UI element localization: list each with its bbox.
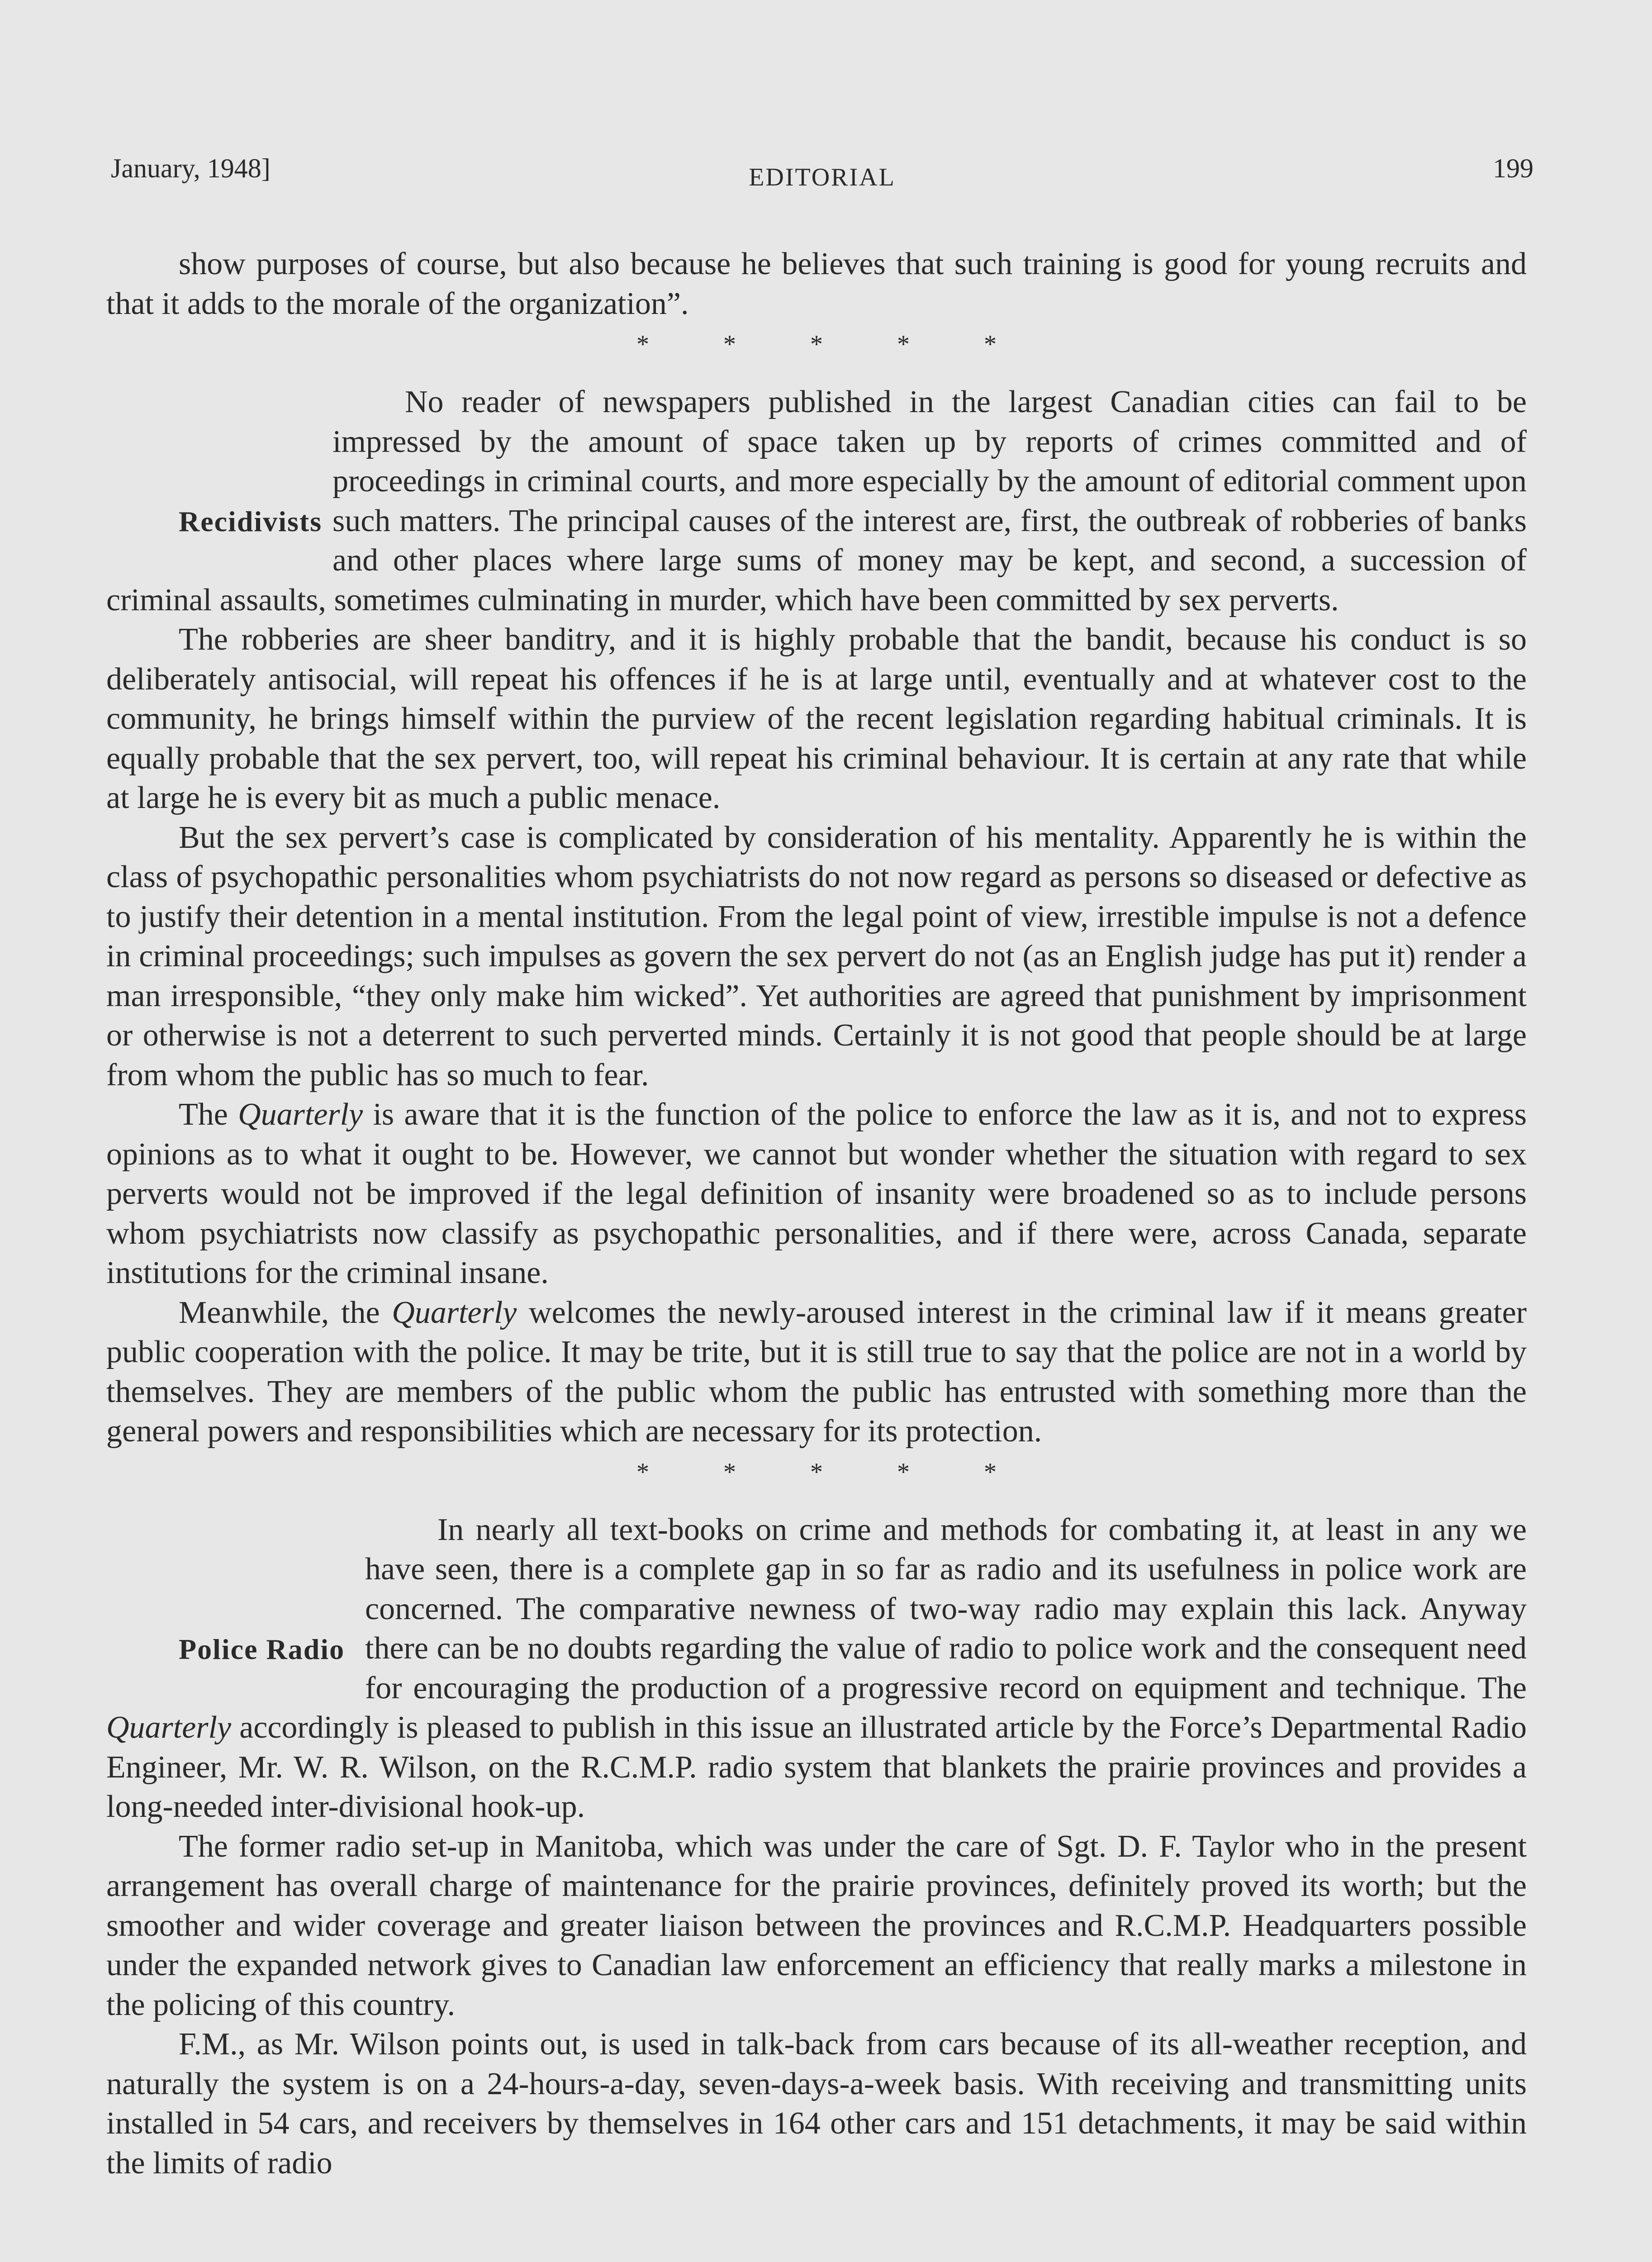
header-date: January, 1948] bbox=[111, 153, 271, 183]
running-header bbox=[111, 146, 1533, 191]
separator-star: * bbox=[723, 1458, 736, 1486]
separator-star: * bbox=[636, 330, 649, 358]
section-separator bbox=[106, 1459, 1527, 1485]
separator-star: * bbox=[984, 1458, 997, 1486]
police-radio-paragraph-2: The former radio set-up in Manitoba, which was under the care of Sgt. D. F. Taylor who in the present arrangement has overall charge of maintenance for the prairie provinces, definitely proved its worth; but the smoother and wider coverage and greater liaison between the provinces and R.C.M.P. Headquarters possible under the expanded network gives to Canadian law enforcement an efficiency that really marks a milestone in the policing of this country. bbox=[106, 1829, 1527, 2022]
page-number: 199 bbox=[1493, 153, 1533, 183]
recidivists-paragraph-5: Meanwhile, the Quarterly welcomes the newly-aroused interest in the criminal law if it means greater public cooperation with the police. It may be trite, but it is still true to say that the police are not in a world by themselves. They are members of the public whom the public has entrusted with something more than the general powers and responsibilities which are necessary for its protection. bbox=[106, 1295, 1527, 1449]
recidivists-paragraph-2: The robberies are sheer banditry, and it is highly probable that the bandit, because his conduct is so deliberately antisocial, will repeat his offences if he is at large until, eventually and at whatever cost to the community, he brings himself within the purview of the recent legislation regarding habitual criminals. It is equally probable that the sex pervert, too, will repeat his criminal behaviour. It is certain at any rate that while at large he is every bit as much a public menace. bbox=[106, 622, 1527, 815]
intro-paragraph: show purposes of course, but also because he believes that such training is good for young recruits and that it adds to the morale of the organization”. bbox=[106, 247, 1527, 321]
quarterly-title: Quarterly bbox=[392, 1295, 517, 1330]
recidivists-lead-paragraph: Recidivists No reader of newspapers published in the largest Canadian cities can fail to be impressed by the amount of space taken up by reports of crimes committed and of proceedings in criminal courts, and more especially by the amount of editorial comment upon such matters. The principal causes of the interest are, first, the outbreak of robberies of banks and other places where large sums of money may be kept, and second, a succession of criminal assaults, sometimes culminating in murder, which have been committed by sex perverts. bbox=[106, 385, 1527, 618]
side-heading-box bbox=[106, 461, 332, 580]
side-heading-recidivists: Recidivists bbox=[179, 505, 323, 537]
separator-star: * bbox=[636, 1458, 649, 1486]
separator-star: * bbox=[810, 1458, 823, 1486]
recidivists-paragraph-4: The Quarterly is aware that it is the function of the police to enforce the law as it is, and not to express opinions as to what it ought to be. However, we cannot but wonder whether the situation with regard to sex perverts would not be improved if the legal definition of insanity were broadened so as to include persons whom psychiatrists now classify as psychopathic personalities, and if there were, across Canada, separate institutions for the criminal insane. bbox=[106, 1097, 1527, 1290]
recidivists-paragraph-3: But the sex pervert’s case is complicated by consideration of his mentality. Apparently he is within the class of psychopathic personalities whom psychiatrists do not now regard as persons so diseased or defective as to justify their detention in a mental institution. From the legal point of view, irrestible impulse is not a defence in criminal proceedings; such impulses as govern the sex pervert do not (as an English judge has put it) render a man irresponsible, “they only make him wicked”. Yet authorities are agreed that punishment by imprisonment or otherwise is not a deterrent to such perverted minds. Certainly it is not good that people should be at large from whom the public has so much to fear. bbox=[106, 820, 1527, 1093]
police-radio-lead-paragraph: Police Radio In nearly all text-books on crime and methods for combating it, at least in any we have seen, there is a complete gap in so far as radio and its usefulness in police work are concerned. The comparative newness of two-way radio may explain this lack. Anyway there can be no doubts regarding the value of radio to police work and the consequent need for encouraging the production of a progressive record on equipment and technique. The Quarterly accordingly is pleased to publish in this issue an illustrated article by the Force’s Departmental Radio Engineer, Mr. W. R. Wilson, on the R.C.M.P. radio system that blankets the prairie provinces and provides a long-needed inter-divisional hook-up. bbox=[106, 1512, 1527, 1824]
separator-star: * bbox=[897, 330, 910, 358]
quarterly-title: Quarterly bbox=[106, 1710, 232, 1745]
side-heading-box bbox=[106, 1589, 365, 1708]
article-body bbox=[106, 244, 1527, 2183]
separator-star: * bbox=[723, 330, 736, 358]
separator-star: * bbox=[984, 330, 997, 358]
police-radio-paragraph-3: F.M., as Mr. Wilson points out, is used in talk-back from cars because of its all-weather reception, and naturally the system is on a 24-hours-a-day, seven-days-a-week basis. With receiving and transmitting units installed in 54 cars, and receivers by themselves in 164 other cars and 151 detachments, it may be said within the limits of radio bbox=[106, 2027, 1527, 2181]
quarterly-title: Quarterly bbox=[238, 1097, 363, 1132]
separator-star: * bbox=[810, 330, 823, 358]
separator-star: * bbox=[897, 1458, 910, 1486]
header-section: EDITORIAL bbox=[749, 163, 896, 191]
side-heading-police-radio: Police Radio bbox=[179, 1633, 345, 1665]
section-separator bbox=[106, 332, 1527, 357]
